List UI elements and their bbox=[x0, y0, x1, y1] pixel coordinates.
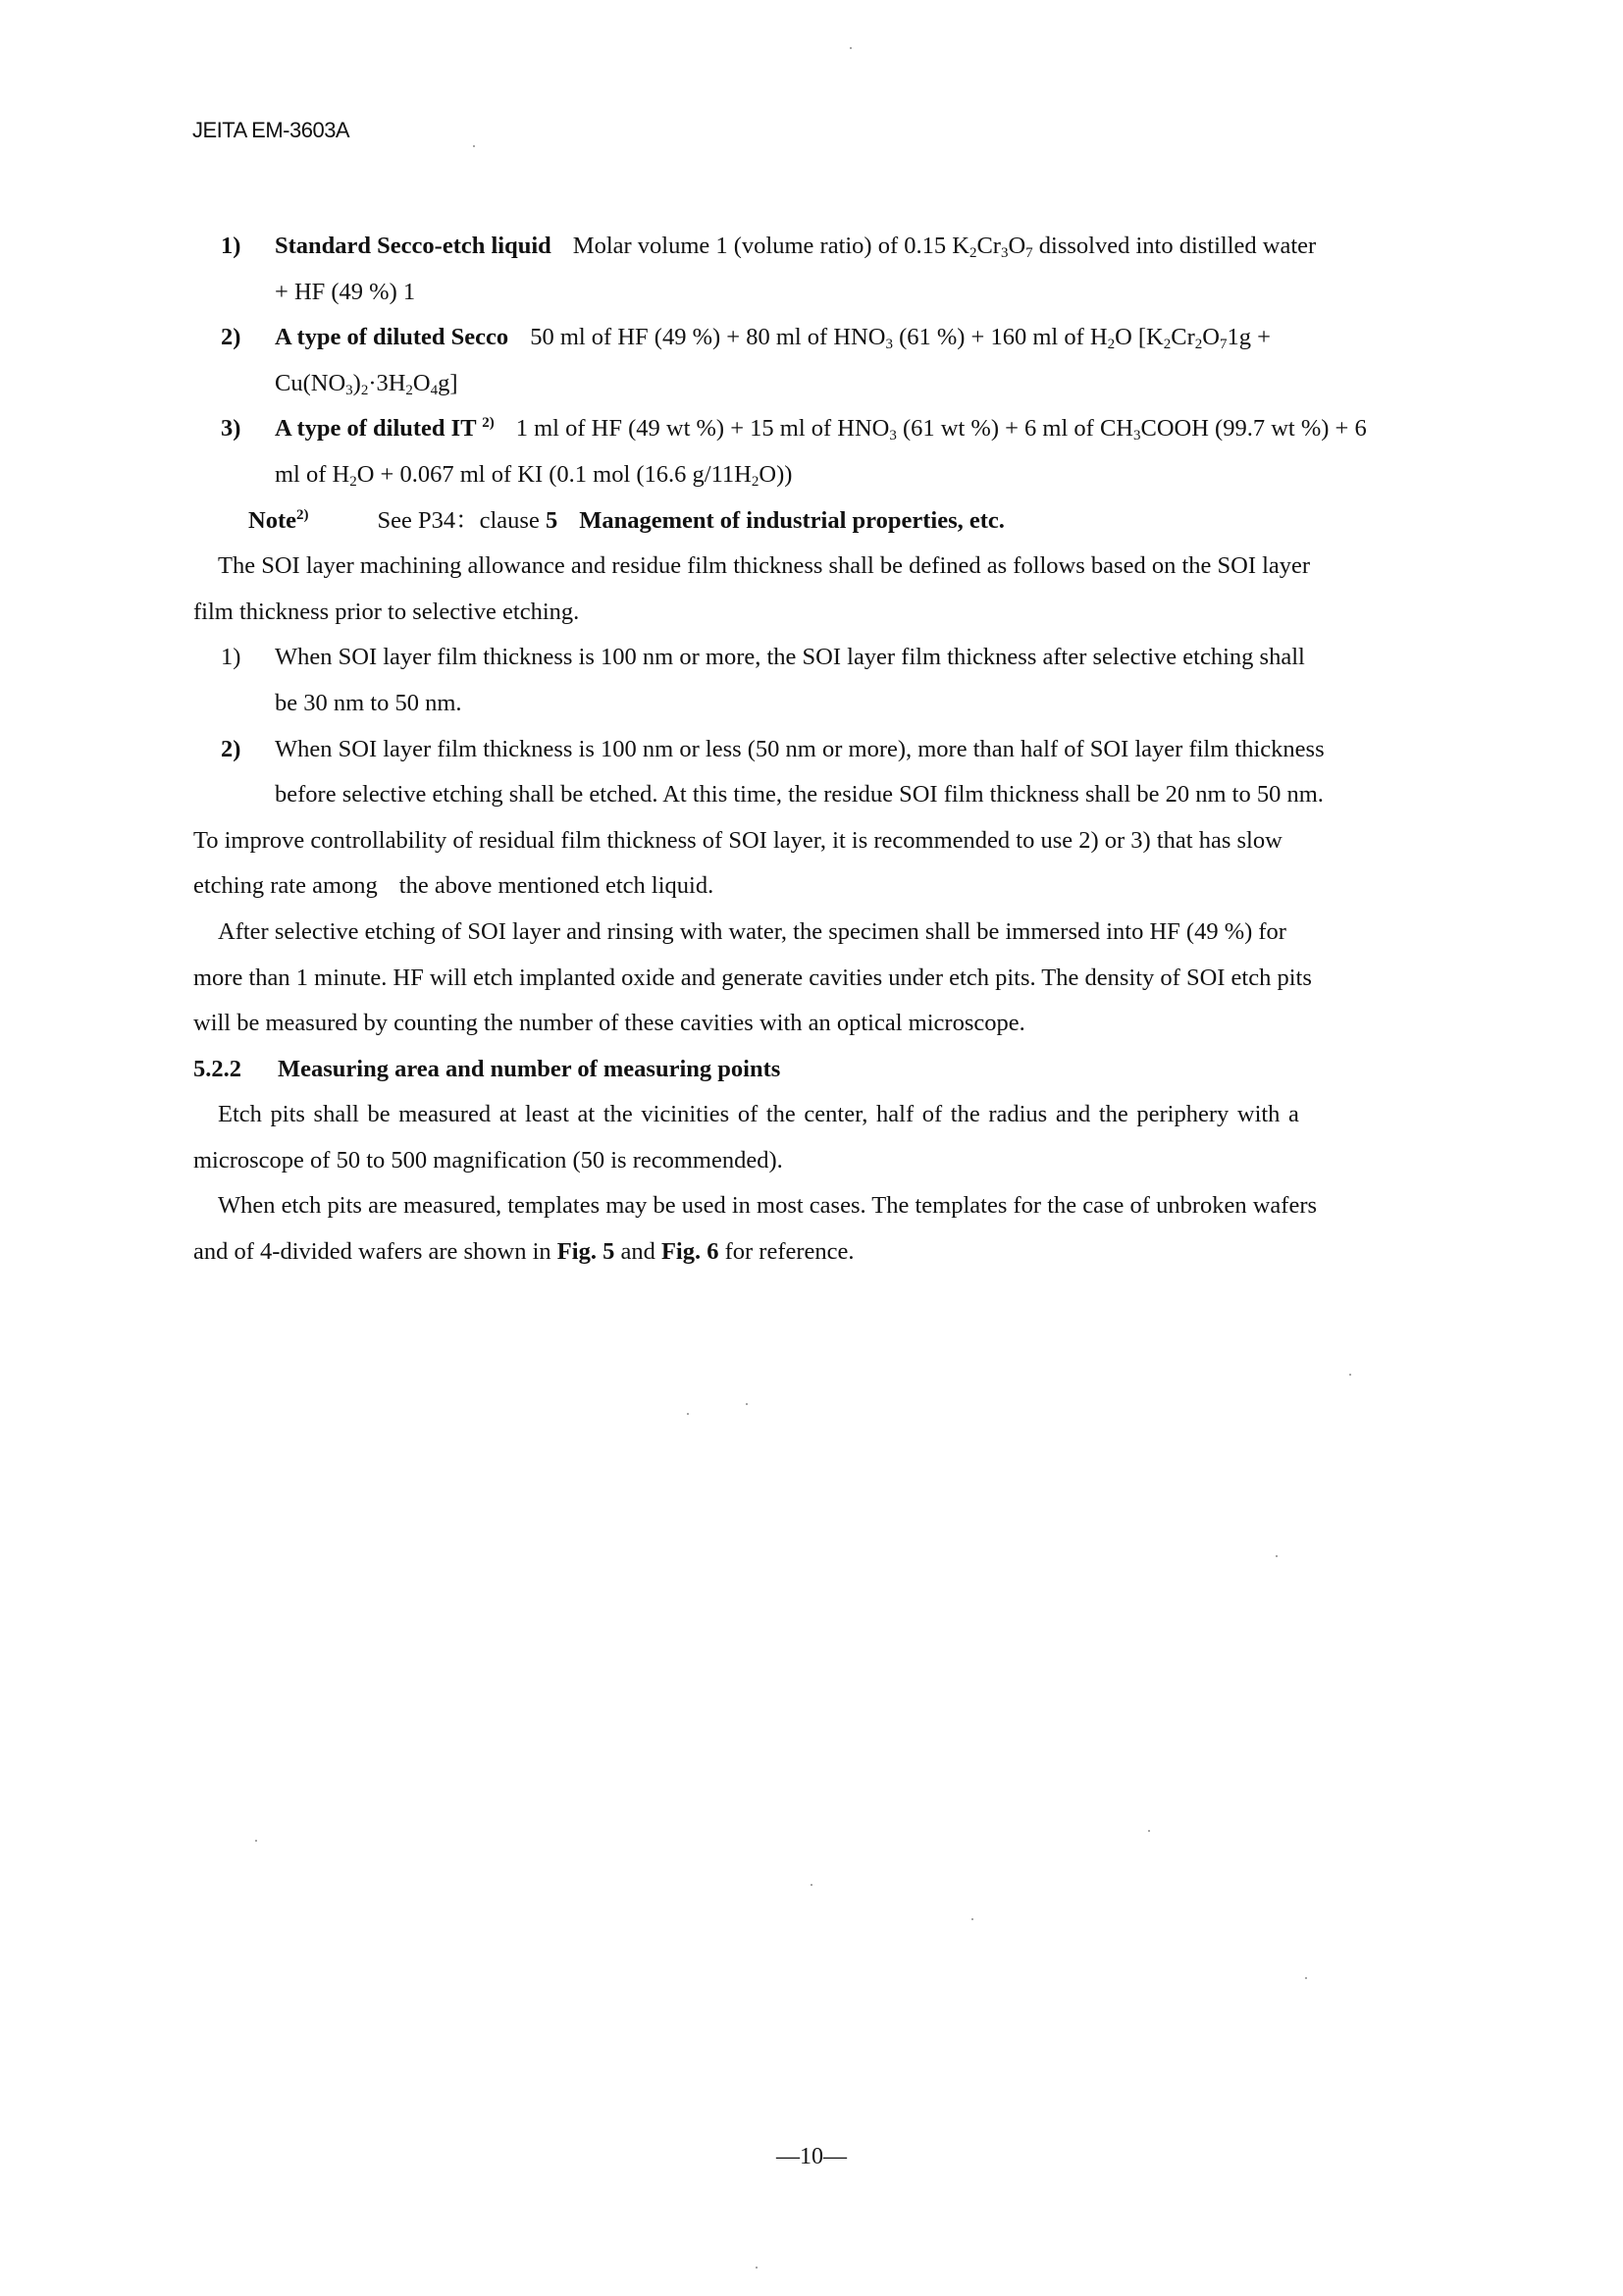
scan-speck bbox=[971, 1918, 973, 1920]
paragraph-control-line-1: To improve controllability of residual film thickness of SOI layer, it is recommended to use 2) or 3) that has slow bbox=[193, 826, 1283, 854]
paragraph-hf-line-3: will be measured by counting the number of these cavities with an optical microscope. bbox=[193, 1010, 1025, 1037]
allowance-item-1-line-2: be 30 nm to 50 nm. bbox=[275, 689, 462, 716]
note-label: Note$^{2)}$ bbox=[248, 506, 309, 534]
list-number: 3) bbox=[221, 415, 241, 443]
scan-speck bbox=[255, 1840, 257, 1842]
figure-6-reference: Fig. 6 bbox=[660, 1238, 719, 1266]
etch-item-1-line-1 bbox=[193, 224, 1479, 270]
scan-speck bbox=[850, 47, 852, 49]
note-line bbox=[193, 498, 1479, 545]
etch-item-title: A type of diluted IT $^{2)}$ bbox=[275, 415, 495, 443]
etch-item-title: Standard Secco-etch liquid bbox=[275, 233, 551, 259]
note-clause-number: 5 bbox=[545, 506, 558, 534]
paragraph-templates-line-1: When etch pits are measured, templates may be used in most cases. The templates for the case of unbroken wafers bbox=[218, 1192, 1318, 1220]
scan-speck bbox=[473, 145, 475, 147]
document-id-header: JEITA EM-3603A bbox=[192, 118, 350, 142]
scan-speck bbox=[746, 1403, 748, 1405]
section-heading bbox=[193, 1047, 1479, 1093]
etch-item-2-line-1 bbox=[193, 315, 1479, 361]
section-title: Measuring area and number of measuring points bbox=[278, 1055, 781, 1082]
scan-speck bbox=[687, 1413, 689, 1415]
etch-item-3-line-1 bbox=[193, 406, 1479, 452]
formula-text: 1 ml of HF (49 wt %) + 15 ml of $HNO_3$ (61 wt %) + 6 ml of $CH_3COOH$ (99.7 wt %) + 6 bbox=[515, 415, 1367, 444]
paragraph-allowance-line-1: The SOI layer machining allowance and residue film thickness shall be defined as follows based on the SOI layer bbox=[218, 552, 1311, 580]
scan-speck bbox=[1305, 1977, 1307, 1979]
note-reference: See P34：clause bbox=[377, 506, 540, 534]
allowance-item-1-line-1: 1) When SOI layer film thickness is 100 nm or more, the SOI layer film thickness after selective etching shall bbox=[193, 635, 1479, 681]
document-body bbox=[193, 224, 1479, 1276]
figure-5-reference: Fig. 5 bbox=[556, 1238, 615, 1266]
list-number: 2) bbox=[221, 324, 241, 351]
scan-speck bbox=[811, 1884, 812, 1886]
section-number: 5.2.2 bbox=[193, 1055, 241, 1082]
formula-text: 50 ml of HF (49 %) + 80 ml of $HNO_3$ (61 %) + 160 ml of $H_2O$ [$K_2Cr_2O_71g$ + bbox=[530, 324, 1271, 353]
allowance-item-2-line-2: before selective etching shall be etched. At this time, the residue SOI film thickness shall be 20 nm to 50 nm. bbox=[275, 781, 1324, 809]
paragraph-hf-line-2: more than 1 minute. HF will etch implanted oxide and generate cavities under etch pits. The density of SOI etch pits bbox=[193, 964, 1312, 991]
scan-speck bbox=[1148, 1830, 1150, 1832]
scan-speck bbox=[1349, 1374, 1351, 1376]
etch-item-2-line-2: $Cu(NO_3)_2\cdot 3H_2O_4g$] bbox=[275, 369, 458, 398]
scan-speck bbox=[1276, 1555, 1278, 1557]
page-number: —10— bbox=[776, 2144, 847, 2169]
scan-speck bbox=[756, 2267, 758, 2269]
etch-item-title: A type of diluted Secco bbox=[275, 324, 509, 351]
etch-item-1-line-2: + HF (49 %) 1 bbox=[275, 278, 416, 305]
allowance-item-2-line-1: 2) When SOI layer film thickness is 100 nm or less (50 nm or more), more than half of SOI layer film thickness bbox=[193, 727, 1479, 773]
paragraph-templates-line-2: and of 4-divided wafers are shown in Fig. 5 and Fig. 6 for reference. bbox=[193, 1238, 855, 1266]
etch-item-3-line-2: ml of $H_2O + 0.067$ ml of KI (0.1 mol (16.6 $g/11H_2O$)) bbox=[275, 460, 793, 490]
paragraph-measure-line-1: Etch pits shall be measured at least at the vicinities of the center, half of the radius and the periphery with a bbox=[218, 1101, 1299, 1128]
formula-text: Molar volume 1 (volume ratio) of 0.15 $K_2Cr_3O_7$ dissolved into distilled water bbox=[572, 233, 1317, 261]
list-number: 1) bbox=[221, 644, 241, 671]
paragraph-hf-line-1: After selective etching of SOI layer and rinsing with water, the specimen shall be immersed into HF (49 %) for bbox=[218, 917, 1286, 945]
note-clause-title: Management of industrial properties, etc. bbox=[579, 506, 1005, 534]
list-number: 2) bbox=[221, 735, 241, 762]
paragraph-measure-line-2: microscope of 50 to 500 magnification (50 is recommended). bbox=[193, 1146, 783, 1174]
paragraph-allowance-line-2: film thickness prior to selective etching. bbox=[193, 598, 580, 625]
list-number: 1) bbox=[221, 233, 241, 259]
paragraph-control-line-2: etching rate among the above mentioned etch liquid. bbox=[193, 872, 714, 900]
footnote-ref: 2) bbox=[482, 415, 495, 432]
